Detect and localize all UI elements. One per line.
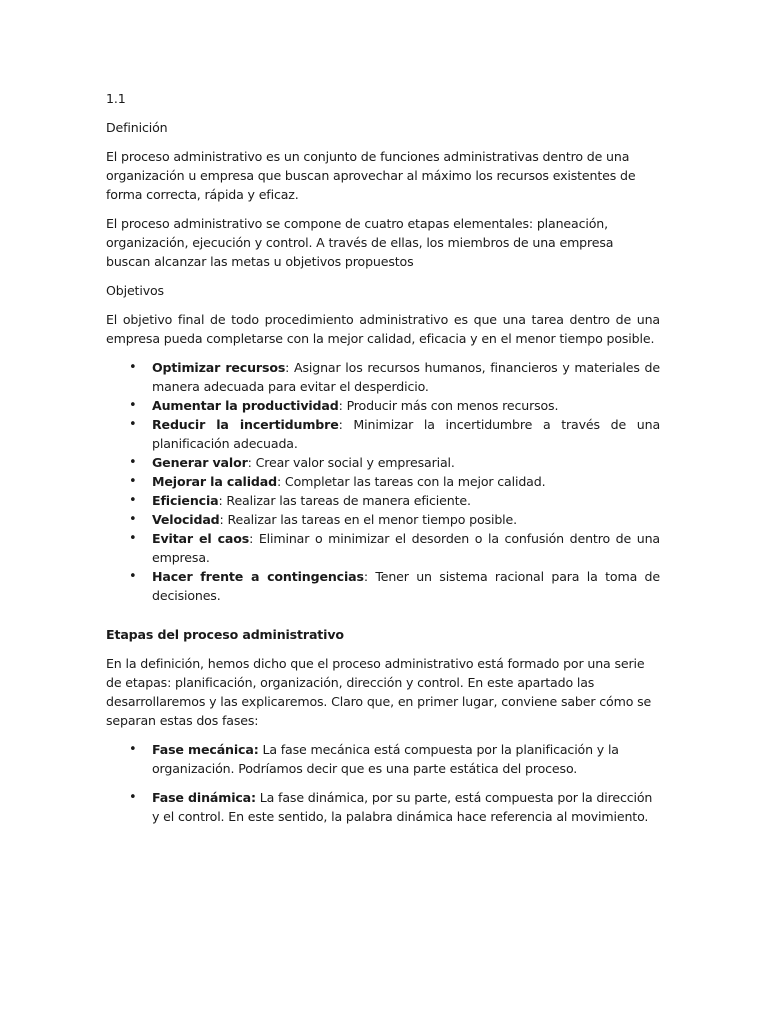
list-item-text: : Completar las tareas con la mejor calidad. — [276, 474, 546, 489]
list-item-term: Generar valor — [152, 455, 248, 470]
section-number: 1.1 — [106, 91, 126, 106]
bullet-icon: • — [129, 455, 137, 470]
etapas-heading-text: Etapas del proceso administrativo — [106, 627, 344, 642]
bullet-icon: • — [129, 474, 137, 489]
list-item — [106, 529, 660, 567]
list-item-text: : Tener un sistema racional para la toma de decisiones. — [152, 569, 660, 603]
list-item-text: : Producir más con menos recursos. — [338, 398, 559, 413]
bullet-icon: • — [129, 790, 137, 805]
list-item — [106, 567, 660, 605]
list-item — [106, 491, 660, 510]
list-item-text: La fase dinámica, por su parte, está compuesta por la dirección y el control. En este sentido, la palabra dinámica hace referencia al movimiento. — [152, 790, 653, 824]
definicion-heading: Definición — [106, 120, 168, 135]
bullet-icon: • — [129, 417, 137, 432]
bullet-icon: • — [129, 742, 137, 757]
list-item-term: Evitar el caos — [152, 531, 250, 546]
list-item — [106, 396, 660, 415]
objetivos-paragraph: El objetivo final de todo procedimiento administrativo es que una tarea dentro de una empresa pueda completarse con la mejor calidad, eficacia y en el menor tiempo posible. — [106, 312, 660, 346]
list-item-term: Hacer frente a contingencias — [152, 569, 364, 584]
list-item-term: Eficiencia — [152, 493, 219, 508]
fases-list — [106, 740, 660, 826]
bullet-icon: • — [129, 398, 137, 413]
bullet-icon: • — [129, 493, 137, 508]
list-item — [106, 472, 660, 491]
bullet-icon: • — [129, 360, 137, 375]
list-item-text: La fase mecánica está compuesta por la planificación y la organización. Podríamos decir que es una parte estática del proceso. — [152, 742, 619, 776]
definicion-paragraph-2: El proceso administrativo se compone de cuatro etapas elementales: planeación, organización, ejecución y control. A través de ellas, los miembros de una empresa buscan alcanzar las metas u objetivos propuestos — [106, 216, 614, 269]
etapas-heading — [106, 625, 660, 644]
list-item-term: Aumentar la productividad — [152, 398, 339, 413]
objetivos-list — [106, 358, 660, 605]
list-item-term: Velocidad — [152, 512, 220, 527]
list-item-text: : Realizar las tareas de manera eficiente. — [218, 493, 471, 508]
list-item — [106, 358, 660, 396]
etapas-paragraph: En la definición, hemos dicho que el proceso administrativo está formado por una serie de etapas: planificación, organización, dirección y control. En este apartado las desarrollaremos y las explicaremos. Claro que, en primer lugar, conviene saber cómo se separan estas dos fases: — [106, 656, 652, 728]
list-item-term: Fase mecánica: — [152, 742, 259, 757]
definicion-paragraph-1: El proceso administrativo es un conjunto de funciones administrativas dentro de una organización u empresa que buscan aprovechar al máximo los recursos existentes de forma correcta, rápida y eficaz. — [106, 149, 636, 202]
list-item-term: Optimizar recursos — [152, 360, 286, 375]
list-item — [106, 415, 660, 453]
list-item-term: Reducir la incertidumbre — [152, 417, 339, 432]
list-item-term: Fase dinámica: — [152, 790, 256, 805]
bullet-icon: • — [129, 569, 137, 584]
list-item-text: : Minimizar la incertidumbre a través de una planificación adecuada. — [152, 417, 661, 451]
bullet-icon: • — [129, 531, 137, 546]
list-item — [106, 788, 660, 826]
list-item-text: : Crear valor social y empresarial. — [247, 455, 455, 470]
list-item-text: : Eliminar o minimizar el desorden o la confusión dentro de una empresa. — [152, 531, 660, 565]
objetivos-heading: Objetivos — [106, 283, 164, 298]
bullet-icon: • — [129, 512, 137, 527]
list-item — [106, 510, 660, 529]
list-item-term: Mejorar la calidad — [152, 474, 277, 489]
list-item-text: : Asignar los recursos humanos, financieros y materiales de manera adecuada para evitar el desperdicio. — [152, 360, 660, 394]
list-item — [106, 453, 660, 472]
list-item — [106, 740, 660, 778]
list-item-text: : Realizar las tareas en el menor tiempo posible. — [219, 512, 517, 527]
